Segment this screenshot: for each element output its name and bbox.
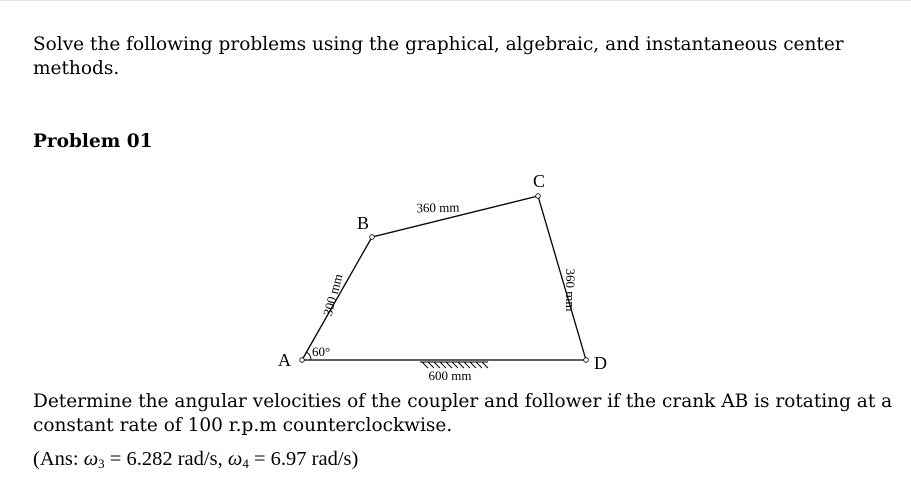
omega-4-value: = 6.97 rad/s)	[248, 448, 359, 470]
dim-ad-label: 600 mm	[428, 368, 472, 383]
point-d-label: D	[594, 353, 607, 373]
joint-a	[300, 358, 305, 363]
answer-prefix: (Ans:	[33, 448, 84, 470]
dim-cd-label: 360 mm	[563, 268, 578, 312]
angle-arc	[307, 352, 312, 360]
intro-paragraph: Solve the following problems using the graphical, algebraic, and instantaneous center methods.	[33, 34, 844, 79]
omega-3-subscript: 3	[98, 456, 105, 471]
point-a-label: A	[278, 350, 291, 370]
omega-4-symbol: ω	[227, 448, 243, 470]
omega-3-symbol: ω	[83, 448, 99, 470]
dim-ab-label: 300 mm	[319, 272, 346, 318]
question-paragraph: Determine the angular velocities of the coupler and follower if the crank AB is rotating at a constant rate of 100 r.p.m counterclockwise.	[33, 391, 893, 436]
dim-bc-label: 360 mm	[416, 199, 460, 216]
joint-b	[370, 235, 375, 240]
answer-line	[33, 446, 358, 477]
omega-3-value: = 6.282 rad/s,	[104, 448, 228, 470]
angle-label: 60°	[312, 344, 331, 359]
point-c-label: C	[533, 171, 546, 191]
point-b-label: B	[357, 213, 370, 233]
joint-d	[584, 358, 589, 363]
problem-heading: Problem 01	[33, 131, 153, 152]
joint-c	[536, 194, 541, 199]
omega-4-subscript: 4	[242, 456, 249, 471]
